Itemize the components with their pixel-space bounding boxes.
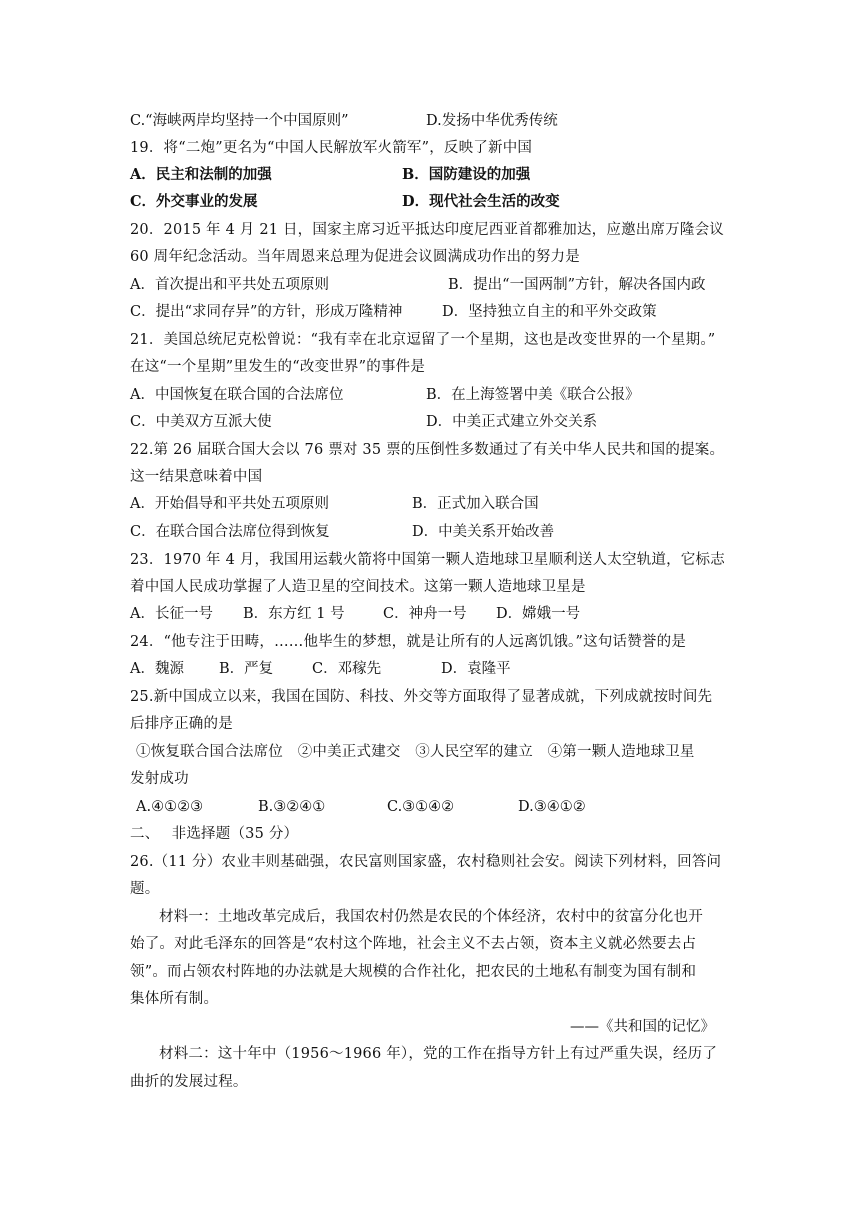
q22-option-b: B．正式加入联合国	[412, 496, 539, 512]
q19-option-d: D．现代社会生活的改变	[402, 193, 560, 210]
q21-stem-line1: 21．美国总统尼克松曾说：“我有幸在北京逗留了一个星期，这也是改变世界的一个星期。”	[130, 332, 716, 348]
q19-option-a: A．民主和法制的加强	[130, 166, 272, 183]
q24-stem: 24．“他专注于田畴，……他毕生的梦想，就是让所有的人远离饥饿。”这句话赞誉的是	[130, 634, 687, 650]
q25-stem-line2: 后排序正确的是	[130, 716, 233, 732]
q26-material1-line4: 集体所有制。	[130, 991, 219, 1007]
q22-stem-line1: 22.第 26 届联合国大会以 76 票对 35 票的压倒性多数通过了有关中华人民共和国的提案。	[130, 442, 725, 458]
q20-stem-line2: 60 周年纪念活动。当年周恩来总理为促进会议圆满成功作出的努力是	[130, 249, 580, 265]
q22-option-a: A．开始倡导和平共处五项原则	[130, 496, 329, 512]
q21-option-d: D．中美正式建立外交关系	[426, 414, 598, 430]
q26-stem-line2: 题。	[130, 881, 160, 897]
q21-option-c: C．中美双方互派大使	[130, 414, 272, 430]
q26-material1-source: ——《共和国的记忆》	[570, 1019, 715, 1035]
q23-option-a: A．长征一号	[130, 606, 213, 622]
q23-stem-line2: 着中国人民成功掌握了人造卫星的空间技术。这第一颗人造地球卫星是	[130, 579, 586, 595]
q25-items-line1: ①恢复联合国合法席位 ②中美正式建交 ③人民空军的建立 ④第一颗人造地球卫星	[136, 744, 695, 760]
q24-option-a: A．魏源	[130, 661, 184, 677]
q21-option-a: A．中国恢复在联合国的合法席位	[130, 387, 344, 403]
q21-option-b: B．在上海签署中美《联合公报》	[426, 387, 640, 403]
q25-option-c: C.③①④②	[387, 799, 455, 815]
q26-material2-line1: 材料二：这十年中（1956～1966 年），党的工作在指导方针上有过严重失误，经历了	[159, 1046, 718, 1062]
q20-option-a: A．首次提出和平共处五项原则	[130, 277, 329, 293]
q24-option-b: B．严复	[219, 661, 274, 677]
q18-option-c: C.“海峡两岸均坚持一个中国原则”	[130, 113, 349, 129]
q22-option-d: D．中美关系开始改善	[412, 524, 555, 540]
q19-stem: 19．将“二炮”更名为“中国人民解放军火箭军”，反映了新中国	[130, 140, 533, 156]
q23-stem-line1: 23．1970 年 4 月，我国用运载火箭将中国第一颗人造地球卫星顺利送人太空轨道，它标志	[130, 552, 725, 568]
q19-option-c: C．外交事业的发展	[130, 193, 258, 210]
q22-option-c: C．在联合国合法席位得到恢复	[130, 524, 330, 540]
q24-option-d: D．袁隆平	[441, 661, 511, 677]
q24-option-c: C．邓稼先	[312, 661, 382, 677]
q22-stem-line2: 这一结果意味着中国	[130, 469, 263, 485]
q21-stem-line2: 在这“一个星期”里发生的“改变世界”的事件是	[130, 359, 426, 375]
q23-option-b: B．东方红 1 号	[243, 606, 345, 622]
q26-material2-line2: 曲折的发展过程。	[130, 1074, 248, 1090]
q25-option-b: B.③②④①	[258, 799, 326, 815]
q23-option-d: D．嫦娥一号	[496, 606, 581, 622]
q25-option-d: D.③④①②	[518, 799, 586, 815]
section-2-heading: 二、 非选择题（35 分）	[130, 826, 299, 842]
q20-option-c: C．提出“求同存异”的方针，形成万隆精神	[130, 304, 403, 320]
q25-option-a: A.④①②③	[136, 799, 204, 815]
q26-material1-line1: 材料一：土地改革完成后，我国农村仍然是农民的个体经济，农村中的贫富分化也开	[159, 909, 703, 925]
q26-stem-line1: 26.（11 分）农业丰则基础强，农民富则国家盛，农村稳则社会安。阅读下列材料，回答问	[130, 854, 722, 870]
q26-material1-line2: 始了。对此毛泽东的回答是“农村这个阵地，社会主义不去占领，资本主义就必然要去占	[130, 936, 697, 952]
q18-option-d: D.发扬中华优秀传统	[426, 113, 558, 129]
q20-stem-line1: 20．2015 年 4 月 21 日，国家主席习近平抵达印度尼西亚首都雅加达，应邀出席万隆会议	[130, 222, 724, 238]
q20-option-b: B．提出“一国两制”方针，解决各国内政	[448, 277, 706, 293]
q25-items-line2: 发射成功	[130, 771, 189, 787]
q23-option-c: C．神舟一号	[383, 606, 467, 622]
q20-option-d: D．坚持独立自主的和平外交政策	[442, 304, 657, 320]
q19-option-b: B．国防建设的加强	[402, 166, 531, 183]
q26-material1-line3: 领”。而占领农村阵地的办法就是大规模的合作社化，把农民的土地私有制变为国有制和	[130, 964, 697, 980]
q25-stem-line1: 25.新中国成立以来，我国在国防、科技、外交等方面取得了显著成就，下列成就按时间先	[130, 689, 713, 705]
